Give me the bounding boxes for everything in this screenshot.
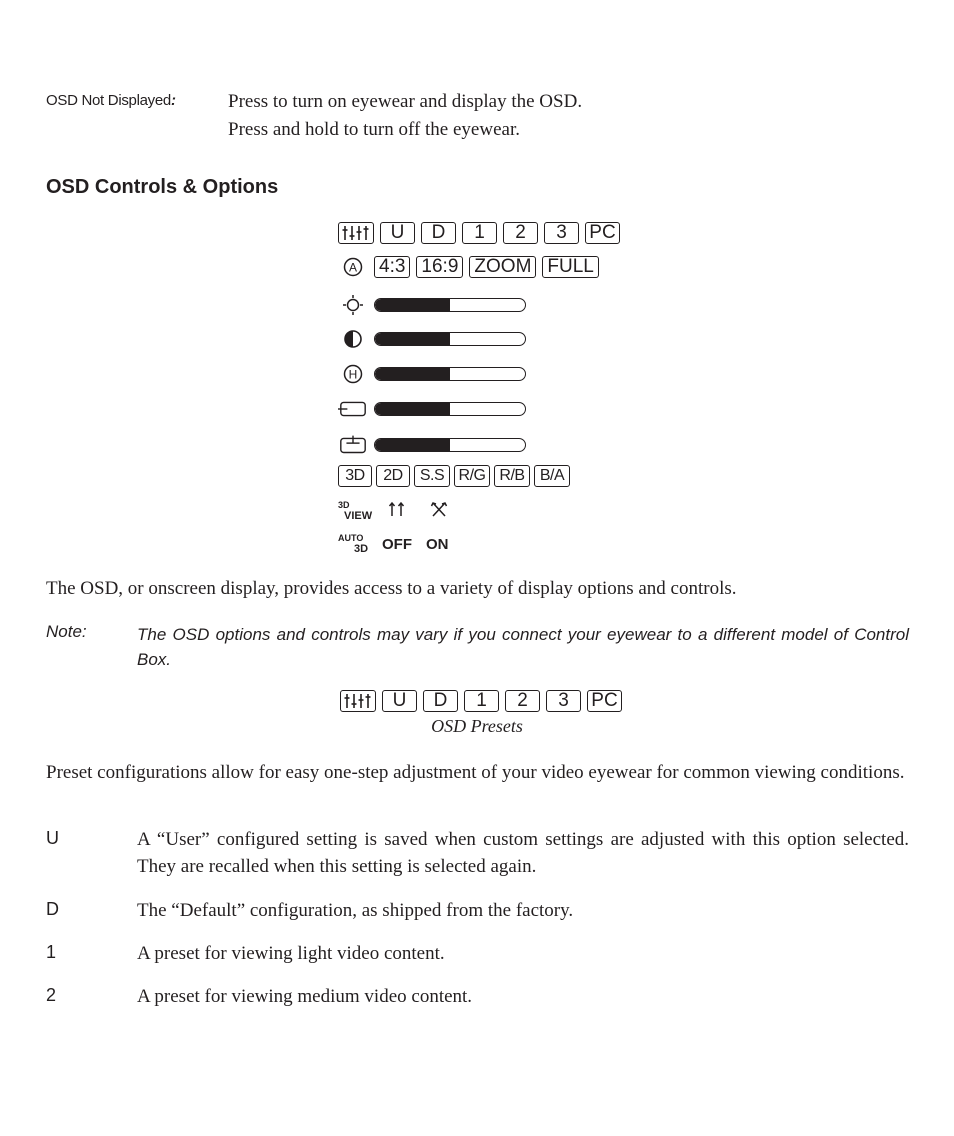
slider-fill <box>375 299 450 311</box>
svg-text:A: A <box>348 260 358 275</box>
aspect-4-3-button[interactable]: 4:3 <box>374 256 410 278</box>
preset-d-button[interactable]: D <box>423 690 458 712</box>
auto-3d-label: AUTO 3D <box>338 533 369 555</box>
definition-text: The “Default” configuration, as shipped from the factory. <box>137 900 574 921</box>
definition-key: 1 <box>46 942 57 962</box>
brightness-icon <box>338 294 368 316</box>
mode-side-by-side-button[interactable]: S.S <box>414 465 450 487</box>
view-normal-icon[interactable] <box>388 500 406 523</box>
preset-3-button[interactable]: 3 <box>546 690 581 712</box>
auto-3d-on-option[interactable]: ON <box>426 536 449 553</box>
view-swapped-icon[interactable] <box>430 500 448 523</box>
horizontal-position-icon <box>338 399 368 419</box>
preset-d-button[interactable]: D <box>421 222 456 244</box>
slider-fill <box>375 403 450 415</box>
osd-line-1: Press to turn on eyewear and display the OSD. <box>228 91 583 112</box>
vertical-position-slider[interactable] <box>374 438 526 452</box>
preset-2-button[interactable]: 2 <box>505 690 540 712</box>
definition-key: 2 <box>46 985 57 1005</box>
3d-view-label: 3D VIEW <box>338 500 373 522</box>
presets-equalizer-icon <box>338 222 374 244</box>
aspect-full-button[interactable]: FULL <box>542 256 598 278</box>
hue-row <box>338 364 526 384</box>
preset-1-button[interactable]: 1 <box>464 690 499 712</box>
definition-text: A preset for viewing light video content. <box>137 943 445 964</box>
definition-key: U <box>46 828 59 848</box>
preset-u-button[interactable]: U <box>380 222 415 244</box>
preset-1-button[interactable]: 1 <box>462 222 497 244</box>
auto-3d-off-option[interactable]: OFF <box>382 536 412 553</box>
horizontal-position-row <box>338 399 526 419</box>
osd-3d-view-row <box>338 500 448 523</box>
osd-line-2: Press and hold to turn off the eyewear. <box>228 119 520 140</box>
note-label: Note: <box>46 622 87 641</box>
vertical-position-row <box>338 434 526 456</box>
preset-paragraph: Preset configurations allow for easy one-step adjustment of your video eyewear for common viewing conditions. <box>46 762 905 783</box>
aspect-icon <box>338 257 368 277</box>
preset-2-button[interactable]: 2 <box>503 222 538 244</box>
svg-text:H: H <box>348 367 358 382</box>
presets-caption: OSD Presets <box>431 716 523 736</box>
definition-text: A “User” configured setting is saved when custom settings are adjusted with this option selected. They are recalled when this setting is selected again. <box>137 829 909 877</box>
osd-menu-figure <box>338 220 628 565</box>
presets-equalizer-icon <box>340 690 376 712</box>
preset-pc-button[interactable]: PC <box>587 690 622 712</box>
hue-icon <box>338 364 368 384</box>
slider-fill <box>375 439 450 451</box>
slider-fill <box>375 368 450 380</box>
osd-auto-3d-row <box>338 534 449 555</box>
osd-presets-row <box>338 222 620 244</box>
aspect-zoom-button[interactable]: ZOOM <box>469 256 536 278</box>
definition-key: D <box>46 899 59 919</box>
slider-fill <box>375 333 450 345</box>
vertical-position-icon <box>338 434 368 456</box>
mode-blue-amber-button[interactable]: B/A <box>534 465 570 487</box>
horizontal-position-slider[interactable] <box>374 402 526 416</box>
osd-aspect-row <box>338 256 599 278</box>
mode-red-blue-button[interactable]: R/B <box>494 465 530 487</box>
osd-not-displayed-label: OSD Not Displayed: <box>46 92 176 109</box>
aspect-16-9-button[interactable]: 16:9 <box>416 256 463 278</box>
preset-u-button[interactable]: U <box>382 690 417 712</box>
contrast-icon <box>338 329 368 349</box>
note-text: The OSD options and controls may vary if you connect your eyewear to a different model of Control Box. <box>137 625 909 669</box>
osd-presets-figure <box>340 690 622 712</box>
contrast-slider[interactable] <box>374 332 526 346</box>
hue-slider[interactable] <box>374 367 526 381</box>
brightness-row <box>338 294 526 316</box>
definition-text: A preset for viewing medium video content. <box>137 986 473 1007</box>
mode-2d-button[interactable]: 2D <box>376 465 410 487</box>
section-heading: OSD Controls & Options <box>46 176 279 198</box>
preset-pc-button[interactable]: PC <box>585 222 620 244</box>
osd-modes-row <box>338 465 570 487</box>
contrast-row <box>338 329 526 349</box>
brightness-slider[interactable] <box>374 298 526 312</box>
mode-red-green-button[interactable]: R/G <box>454 465 490 487</box>
osd-description: The OSD, or onscreen display, provides access to a variety of display options and controls. <box>46 578 737 599</box>
mode-3d-button[interactable]: 3D <box>338 465 372 487</box>
preset-3-button[interactable]: 3 <box>544 222 579 244</box>
osd-not-displayed-description <box>228 88 582 144</box>
